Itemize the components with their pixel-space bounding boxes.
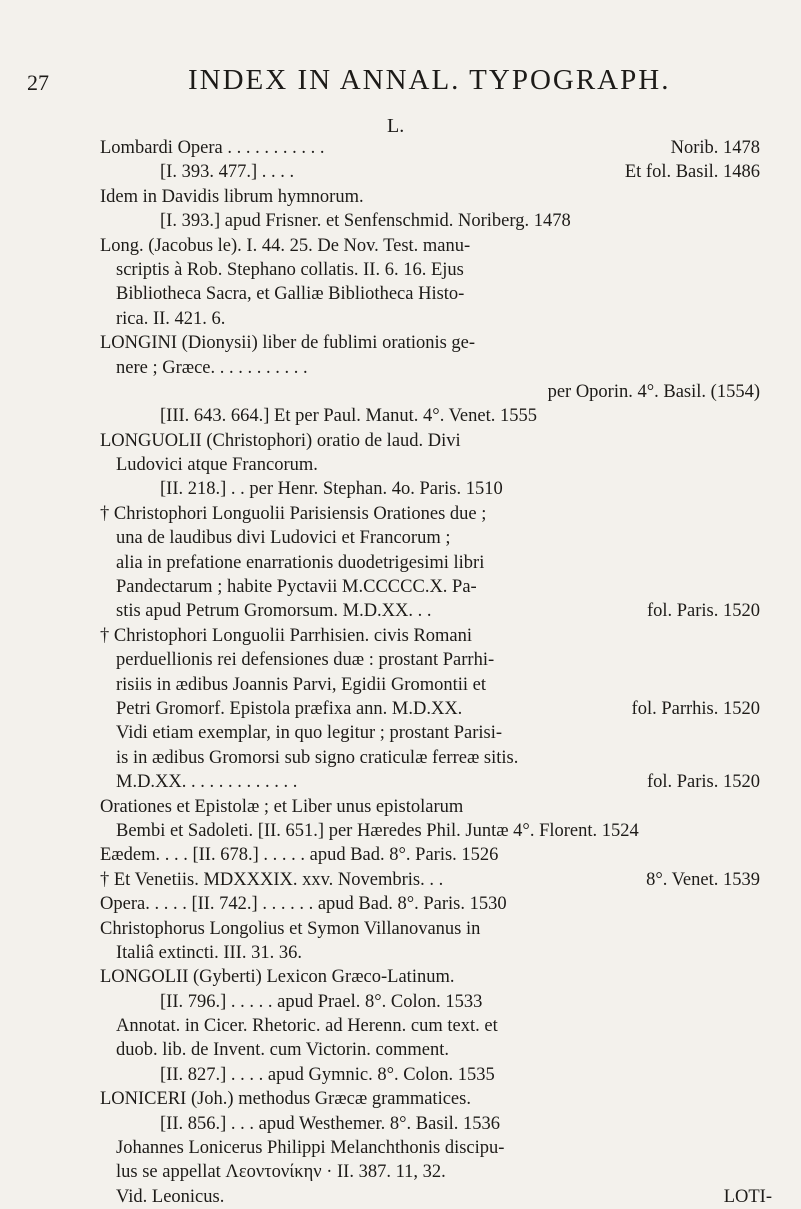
index-line [100,234,760,258]
entry-text: [II. 856.] . . . apud Westhemer. 8°. Basil. 1536 [160,1113,501,1134]
entry-text: per Oporin. 4°. Basil. (1554) [547,381,760,402]
entry-text: Bembi et Sadoleti. [II. 651.] per Hæredes Phil. Juntæ 4°. Florent. 1524 [116,820,639,841]
entry-imprint: fol. Parrhis. 1520 [631,698,760,719]
index-line [100,648,760,672]
index-line [100,965,760,989]
index-line [100,1136,760,1160]
entry-text: una de laudibus divi Ludovici et Francorum ; [116,528,451,549]
entry-text: [II. 218.] . . per Henr. Stephan. 4o. Paris. 1510 [160,479,503,500]
entry-text: LONGOLII (Gyberti) Lexicon Græco-Latinum. [100,967,455,988]
index-line [100,209,760,233]
entry-text: [II. 827.] . . . . apud Gymnic. 8°. Colon. 1535 [160,1064,495,1085]
entry-text: [I. 393.] apud Frisner. et Senfenschmid. Noriberg. 1478 [160,211,571,232]
index-line [100,502,760,526]
entry-imprint: fol. Paris. 1520 [646,601,760,622]
entry-text: LONGINI (Dionysii) liber de fublimi orationis ge- [100,333,476,354]
index-line [100,892,760,916]
entry-text: duob. lib. de Invent. cum Victorin. comment. [116,1040,450,1061]
index-line [100,1185,772,1209]
entry-text: scriptis à Rob. Stephano collatis. II. 6. 16. Ejus [116,259,464,280]
index-line [100,331,760,355]
index-line [100,990,760,1014]
entry-text: perduellionis rei defensiones duæ : prostant Parrhi- [116,650,495,671]
entry-text: Annotat. in Cicer. Rhetoric. ad Herenn. cum text. et [116,1016,498,1037]
entry-imprint: Norib. 1478 [670,138,760,158]
index-line [100,770,760,794]
entry-text: † Et Venetiis. MDXXXIX. xxv. Novembris. . . [100,869,444,890]
index-line [100,673,760,697]
entry-text: Vidi etiam exemplar, in quo legitur ; prostant Parisi- [116,723,503,744]
index-line [100,307,760,331]
index-line [100,746,760,770]
index-line [100,697,760,721]
index-line [100,526,760,550]
entry-text: Eædem. . . . [II. 678.] . . . . . apud Bad. 8°. Paris. 1526 [100,845,499,866]
index-line [100,185,760,209]
entry-imprint: fol. Paris. 1520 [646,772,760,793]
entry-text: Ludovici atque Francorum. [116,455,318,476]
entry-text: alia in prefatione enarrationis duodetrigesimi libri [116,552,485,573]
entry-text: Idem in Davidis librum hymnorum. [100,186,364,207]
entry-text: risiis in ædibus Joannis Parvi, Egidii Gromontii et [116,674,486,695]
index-line [100,868,760,892]
index-line [100,624,760,648]
index-line [100,1038,760,1062]
entry-text: [III. 643. 664.] Et per Paul. Manut. 4°. Venet. 1555 [160,406,537,427]
index-line [100,843,760,867]
entry-text: † Christophori Longuolii Parrhisien. civis Romani [100,625,473,646]
entry-text: LONICERI (Joh.) methodus Græcæ grammatices. [100,1089,471,1110]
index-line [100,136,760,160]
entry-text: Pandectarum ; habite Pyctavii M.CCCCC.X. Pa- [116,577,477,598]
index-line [100,1014,760,1038]
entry-text: rica. II. 421. 6. [116,308,226,329]
catchword: LOTI- [723,1186,772,1207]
index-line [100,917,760,941]
index-line [100,721,760,745]
section-letter: L. [387,115,405,137]
page-number: 27 [27,70,49,95]
entry-text: Long. (Jacobus le). I. 44. 25. De Nov. Test. manu- [100,235,471,256]
entry-text: Bibliotheca Sacra, et Galliæ Bibliotheca Histo- [116,284,465,305]
index-line [100,1087,760,1111]
index-line [100,258,760,282]
entry-text: LONGUOLII (Christophori) oratio de laud. Divi [100,430,461,451]
entry-text: Christophorus Longolius et Symon Villanovanus in [100,918,481,939]
entry-text: M.D.XX. . . . . . . . . . . . . [116,772,298,793]
index-line [100,1160,760,1184]
index-line [100,551,760,575]
index-line [100,404,760,428]
entry-text: † Christophori Longuolii Parisiensis Orationes due ; [100,503,487,524]
entry-text: [II. 796.] . . . . . apud Prael. 8°. Colon. 1533 [160,991,483,1012]
entry-text: Johannes Lonicerus Philippi Melanchthonis discipu- [116,1138,505,1159]
index-line [100,282,760,306]
index-line [100,453,760,477]
entry-text: Lombardi Opera . . . . . . . . . . . [100,138,325,158]
index-line [100,575,760,599]
index-line [100,599,760,623]
index-line [100,1112,760,1136]
running-title: INDEX IN ANNAL. TYPOGRAPH. [188,64,671,96]
entry-text: [I. 393. 477.] . . . . [160,162,295,183]
entry-imprint: 8°. Venet. 1539 [646,869,760,890]
index-line [100,429,760,453]
entry-text: Petri Gromorf. Epistola præfixa ann. M.D.XX. [116,698,463,719]
index-line [100,160,760,184]
index-line [100,795,760,819]
index-line [100,477,760,501]
entry-text: Vid. Leonicus. [116,1186,225,1207]
index-line [100,356,760,380]
entry-text: Opera. . . . . [II. 742.] . . . . . . apud Bad. 8°. Paris. 1530 [100,894,507,915]
entry-imprint: Et fol. Basil. 1486 [624,162,760,183]
entry-text: nere ; Græce. . . . . . . . . . . [116,357,308,378]
index-line [100,1063,760,1087]
entry-text: is in ædibus Gromorsi sub signo craticulæ ferreæ sitis. [116,747,519,768]
index-line [100,941,760,965]
entry-text: Italiâ extincti. III. 31. 36. [116,942,302,963]
index-line [100,380,760,404]
entry-text: stis apud Petrum Gromorsum. M.D.XX. . . [116,601,432,622]
index-line [100,819,760,843]
entry-text: lus se appellat Λεοντονίκην · II. 387. 11, 32. [116,1162,446,1183]
entry-text: Orationes et Epistolæ ; et Liber unus epistolarum [100,796,464,817]
index-entries [100,136,772,1209]
